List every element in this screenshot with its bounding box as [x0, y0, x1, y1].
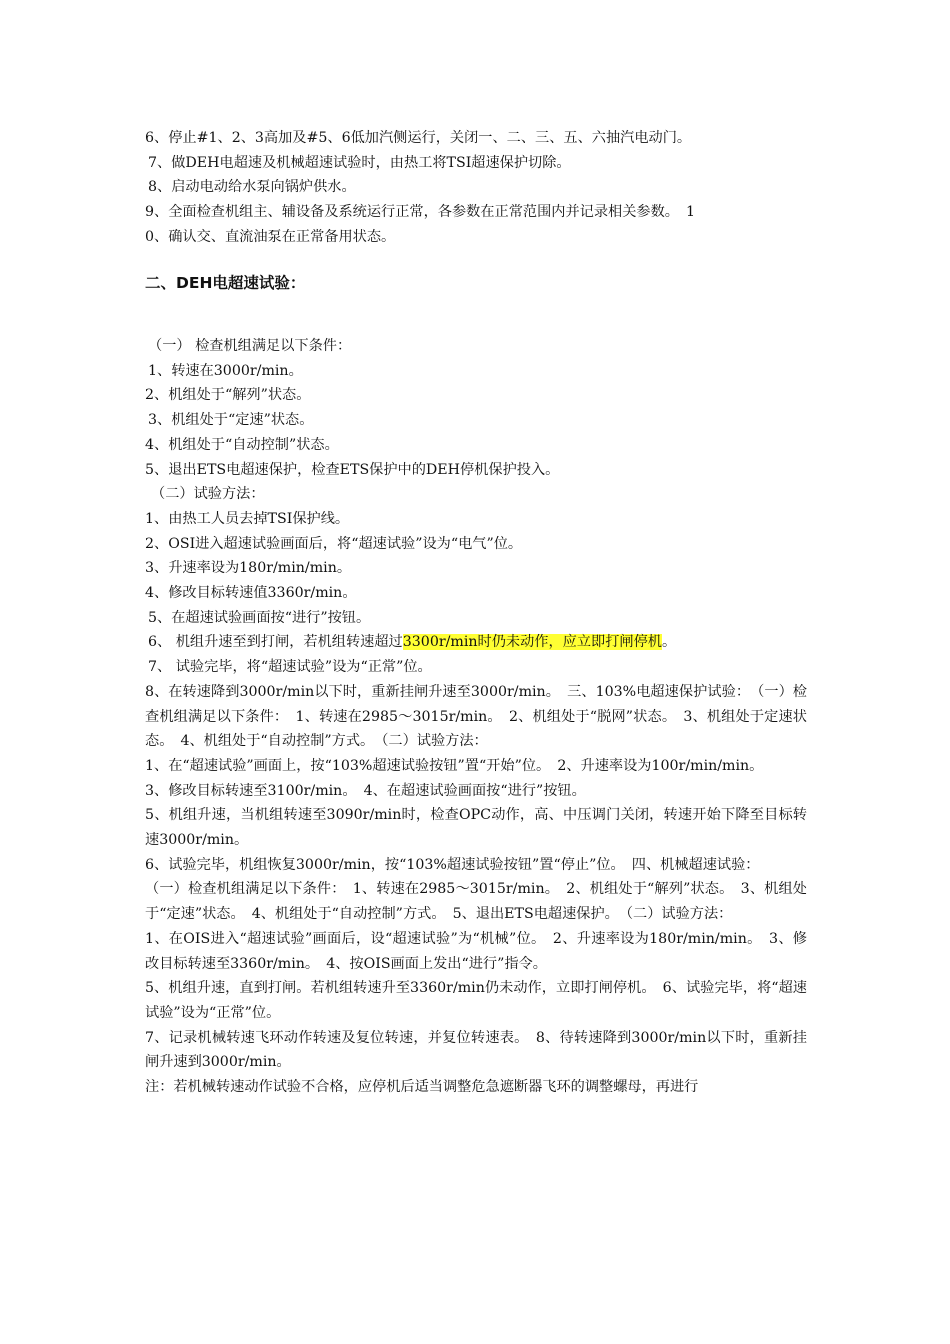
line-top-4: 9、全面检查机组主、辅设备及系统运行正常，各参数在正常范围内并记录相关参数。 1	[145, 204, 696, 221]
method-heading: （二）试验方法：	[151, 486, 265, 503]
paragraph-1: 8、在转速降到3000r/min以下时，重新挂闸升速至3000r/min。 三、103%电超速保护试验： （一）检查机组满足以下条件： 1、转速在2985～3015r/min。 2、机组处于“脱网”状态。 3、机组处于定速状态。 4、机组处于“自动控制”方式。 （二）试验方法：	[145, 683, 807, 750]
cond-4: 4、机组处于“自动控制”状态。	[145, 436, 339, 453]
method-3: 3、升速率设为180r/min/min。	[145, 560, 352, 577]
method-5: 5、在超速试验画面按“进行”按钮。	[148, 609, 371, 626]
method-7: 7、 试验完毕，将“超速试验”设为“正常”位。	[148, 659, 432, 676]
paragraph-9: 7、记录机械转速飞环动作转速及复位转速，并复位转速表。 8、待转速降到3000r/min以下时，重新挂闸升速到3000r/min。	[145, 1029, 807, 1071]
paragraph-6: （一）检查机组满足以下条件： 1、转速在2985～3015r/min。 2、机组处于“解列”状态。 3、机组处于“定速”状态。 4、机组处于“自动控制”方式。 5、退出ETS电超速保护。 （二）试验方法：	[145, 881, 807, 923]
line-top-2: 7、做DEH电超速及机械超速试验时，由热工将TSI超速保护切除。	[148, 154, 571, 171]
paragraph-5: 6、试验完毕，机组恢复3000r/min，按“103%超速试验按钮”置“停止”位。 四、机械超速试验：	[145, 856, 760, 873]
paragraph-4: 5、机组升速，当机组转速至3090r/min时，检查OPC动作，高、中压调门关闭，转速开始下降至目标转速3000r/min。	[145, 807, 807, 849]
cond-1: 1、转速在3000r/min。	[148, 362, 303, 379]
line-top-1: 6、停止#1、2、3高加及#5、6低加汽侧运行，关闭一、二、三、五、六抽汽电动门。	[145, 130, 692, 146]
cond-3: 3、机组处于“定速”状态。	[148, 412, 314, 429]
line-top-5: 0、确认交、直流油泵在正常备用状态。	[145, 228, 396, 245]
cond-2: 2、机组处于“解列”状态。	[145, 387, 311, 404]
note-line: 注：若机械转速动作试验不合格，应停机后适当调整危急遮断器飞环的调整螺母，再进行	[145, 1079, 699, 1096]
method-6-text: 6、 机组升速至到打闸，若机组转速超过	[148, 634, 403, 651]
paragraph-7: 1、在OIS进入“超速试验”画面后，设“超速试验”为“机械”位。 2、升速率设为180r/min/min。 3、修改目标转速至3360r/min。 4、按OIS画面上发出“进行”指令。	[145, 930, 807, 972]
paragraph-8: 5、机组升速，直到打闸。若机组转速升至3360r/min仍未动作，立即打闸停机。 6、试验完毕，将“超速试验”设为“正常”位。	[145, 980, 807, 1021]
method-6-end: 。	[661, 634, 677, 651]
highlighted-text: 3300r/min时仍未动作，应立即打闸停机	[402, 634, 662, 651]
method-6	[145, 630, 807, 655]
document-body	[145, 126, 807, 250]
line-top-3: 8、启动电动给水泵向锅炉供水。	[148, 179, 356, 196]
section-2-heading: 二、DEH电超速试验：	[145, 274, 306, 292]
paragraph-3: 3、修改目标转速至3100r/min。 4、在超速试验画面按“进行”按钮。	[145, 782, 586, 799]
method-4: 4、修改目标转速值3360r/min。	[145, 585, 357, 602]
section-2	[145, 271, 807, 296]
section-2-body	[145, 334, 807, 1100]
cond-heading: （一） 检查机组满足以下条件：	[148, 338, 352, 354]
method-2: 2、OSI进入超速试验画面后，将“超速试验”设为“电气”位。	[145, 535, 523, 552]
method-1: 1、由热工人员去掉TSI保护线。	[145, 510, 350, 527]
paragraph-2: 1、在“超速试验”画面上，按“103%超速试验按钮”置“开始”位。 2、升速率设为100r/min/min。	[145, 757, 764, 774]
cond-5: 5、退出ETS电超速保护，检查ETS保护中的DEH停机保护投入。	[145, 461, 560, 478]
